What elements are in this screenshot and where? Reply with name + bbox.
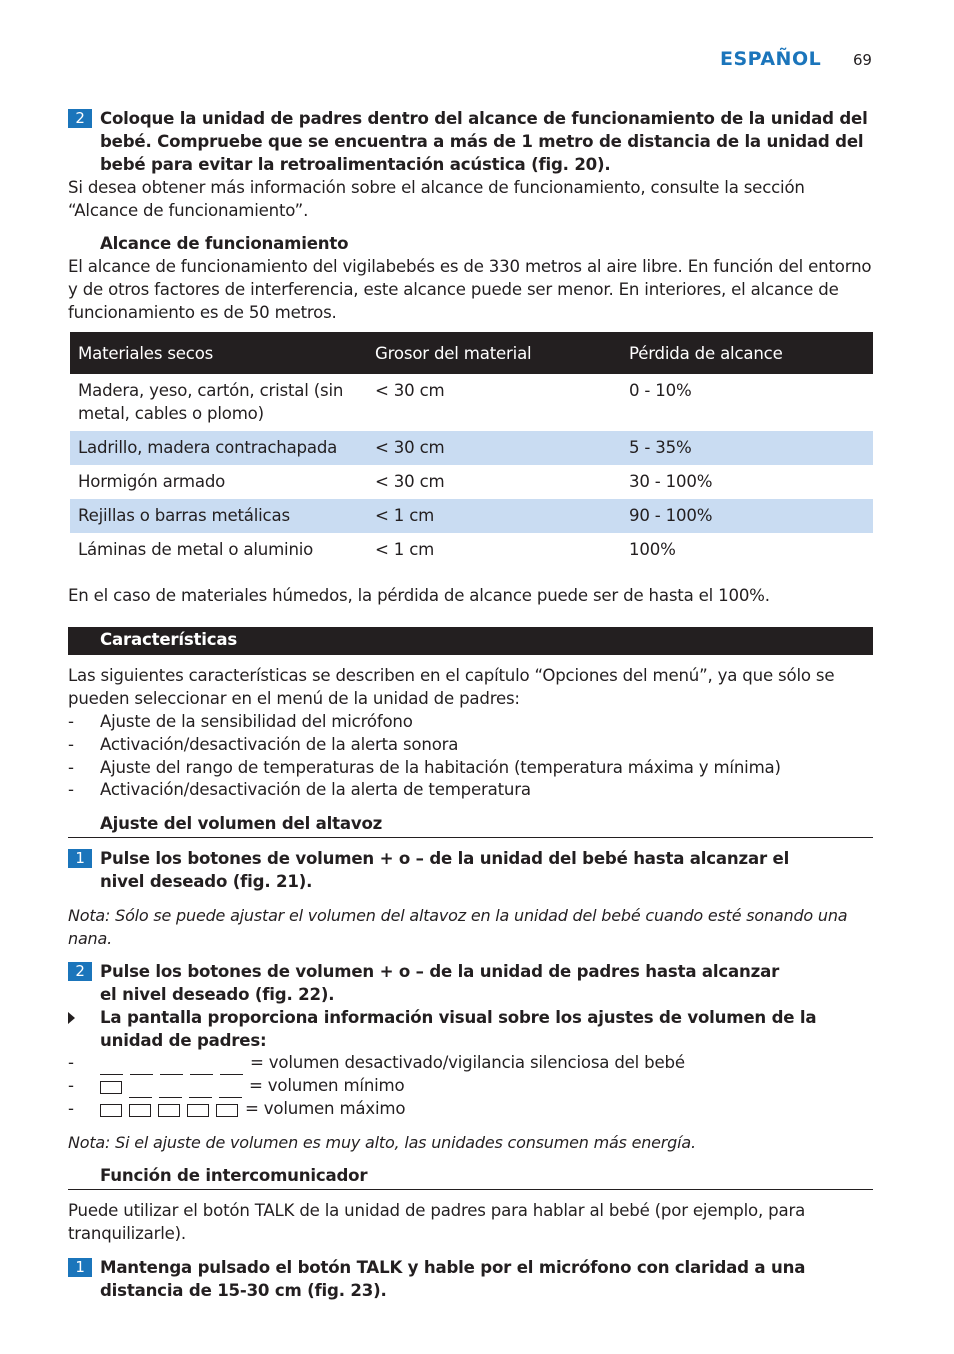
step-number: 2	[68, 109, 92, 128]
table-header-cell: Materiales secos	[70, 332, 367, 374]
list-item-text: Ajuste de la sensibilidad del micrófono	[100, 712, 413, 731]
volume-level-max: - = volumen máximo	[68, 1097, 874, 1121]
energy-note: Nota: Si el ajuste de volumen es muy alto, las unidades consumen más energía.	[68, 1133, 696, 1152]
table-cell: Madera, yeso, cartón, cristal (sin metal, cables o plomo)	[78, 381, 344, 423]
volume-segment-filled	[216, 1104, 238, 1117]
step-talk-button	[68, 1256, 874, 1302]
step-number: 2	[68, 962, 92, 981]
volume-indicator-icon	[100, 1075, 249, 1098]
range-heading: Alcance de funcionamiento	[100, 234, 349, 253]
list-item-text: Activación/desactivación de la alerta sonora	[100, 735, 459, 754]
list-item: - Ajuste del rango de temperaturas de la habitación (temperatura máxima y mínima)	[68, 756, 874, 779]
volume-segment-filled	[100, 1104, 122, 1117]
intercom-paragraph: Puede utilizar el botón TALK de la unidad de padres para hablar al bebé (por ejemplo, para tranquilizarle).	[68, 1201, 806, 1243]
range-paragraph: El alcance de funcionamiento del vigilabebés es de 330 metros al aire libre. En función del entorno y de otros factores de interferencia, este alcance puede ser menor. En interiores, el alcance de funcionamiento es de 50 metros.	[68, 257, 872, 322]
table-header-row	[70, 332, 873, 374]
step-text: Pulse los botones de volumen + o – de la unidad del bebé hasta alcanzar el nivel deseado (fig. 21).	[100, 849, 790, 891]
step-number: 1	[68, 1258, 92, 1277]
table-cell: 90 - 100%	[621, 499, 873, 533]
table-header-cell: Grosor del material	[367, 332, 621, 374]
volume-level-label: = volumen desactivado/vigilancia silenciosa del bebé	[250, 1053, 685, 1072]
language-label: ESPAÑOL	[720, 48, 822, 70]
wet-materials-note: En el caso de materiales húmedos, la pérdida de alcance puede ser de hasta el 100%.	[68, 586, 770, 605]
result-text: La pantalla proporciona información visual sobre los ajustes de volumen de la unidad de padres:	[100, 1008, 817, 1050]
table-row	[70, 465, 873, 499]
volume-segment-filled	[129, 1104, 151, 1117]
materials-table	[70, 332, 873, 567]
volume-level-off: - = volumen desactivado/vigilancia silenciosa del bebé	[68, 1051, 874, 1075]
step-text: Coloque la unidad de padres dentro del alcance de funcionamiento de la unidad del bebé. Compruebe que se encuentra a más de 1 metro de distancia de la unidad del bebé para evitar la retroalimentación acústica (fig. 20).	[100, 109, 868, 174]
table-row	[70, 533, 873, 567]
table-row	[70, 499, 873, 533]
table-cell: Ladrillo, madera contrachapada	[70, 431, 367, 465]
volume-segment-filled	[100, 1081, 122, 1094]
features-heading: Características	[100, 630, 238, 649]
result-arrow-icon	[68, 1012, 75, 1024]
page-number: 69	[853, 51, 872, 69]
volume-indicator-icon	[100, 1098, 245, 1121]
intercom-heading: Función de intercomunicador	[100, 1166, 368, 1185]
more-info-paragraph: Si desea obtener más información sobre el alcance de funcionamiento, consulte la sección “Alcance de funcionamiento”.	[68, 178, 805, 220]
step-baby-volume	[68, 847, 874, 893]
volume-level-label: = volumen máximo	[245, 1099, 406, 1118]
table-cell: < 30 cm	[375, 472, 445, 491]
step-place-parent-unit	[68, 107, 874, 176]
divider	[68, 1189, 873, 1190]
step-parent-volume	[68, 960, 874, 1006]
table-cell: 30 - 100%	[629, 472, 713, 491]
table-cell: < 30 cm	[375, 381, 445, 400]
list-item-text: Ajuste del rango de temperaturas de la habitación (temperatura máxima y mínima)	[100, 758, 781, 777]
lullaby-note: Nota: Sólo se puede ajustar el volumen del altavoz en la unidad del bebé cuando esté sonando una nana.	[68, 906, 848, 948]
volume-segment-filled	[187, 1104, 209, 1117]
step-number: 1	[68, 849, 92, 868]
list-item: - Activación/desactivación de la alerta sonora	[68, 733, 874, 756]
table-cell: 100%	[629, 540, 676, 559]
list-item-text: Activación/desactivación de la alerta de temperatura	[100, 780, 531, 799]
table-cell: Rejillas o barras metálicas	[70, 499, 367, 533]
table-cell: < 30 cm	[367, 431, 621, 465]
volume-indicator-icon	[100, 1052, 250, 1075]
features-intro: Las siguientes características se describen en el capítulo “Opciones del menú”, ya que sólo se pueden seleccionar en el menú de la unidad de padres:	[68, 666, 835, 708]
table-cell: Hormigón armado	[78, 472, 226, 491]
table-cell: < 1 cm	[367, 499, 621, 533]
divider	[68, 837, 873, 838]
speaker-heading: Ajuste del volumen del altavoz	[100, 814, 383, 833]
features-heading-bar	[68, 627, 873, 655]
table-cell: < 1 cm	[375, 540, 435, 559]
list-item: - Activación/desactivación de la alerta de temperatura	[68, 778, 874, 801]
table-cell: Láminas de metal o aluminio	[78, 540, 314, 559]
table-cell: 0 - 10%	[629, 381, 692, 400]
step-text: Pulse los botones de volumen + o – de la unidad de padres hasta alcanzar el nivel deseado (fig. 22).	[100, 962, 780, 1004]
volume-level-label: = volumen mínimo	[249, 1076, 405, 1095]
table-cell: 5 - 35%	[621, 431, 873, 465]
volume-segment-filled	[158, 1104, 180, 1117]
table-header-cell: Pérdida de alcance	[621, 332, 873, 374]
volume-level-min: - = volumen mínimo	[68, 1074, 874, 1098]
list-item: - Ajuste de la sensibilidad del micrófono	[68, 710, 874, 733]
step-text: Mantenga pulsado el botón TALK y hable por el micrófono con claridad a una distancia de 15-30 cm (fig. 23).	[100, 1258, 806, 1300]
result-line	[68, 1006, 874, 1052]
table-row	[70, 374, 873, 431]
table-row	[70, 431, 873, 465]
